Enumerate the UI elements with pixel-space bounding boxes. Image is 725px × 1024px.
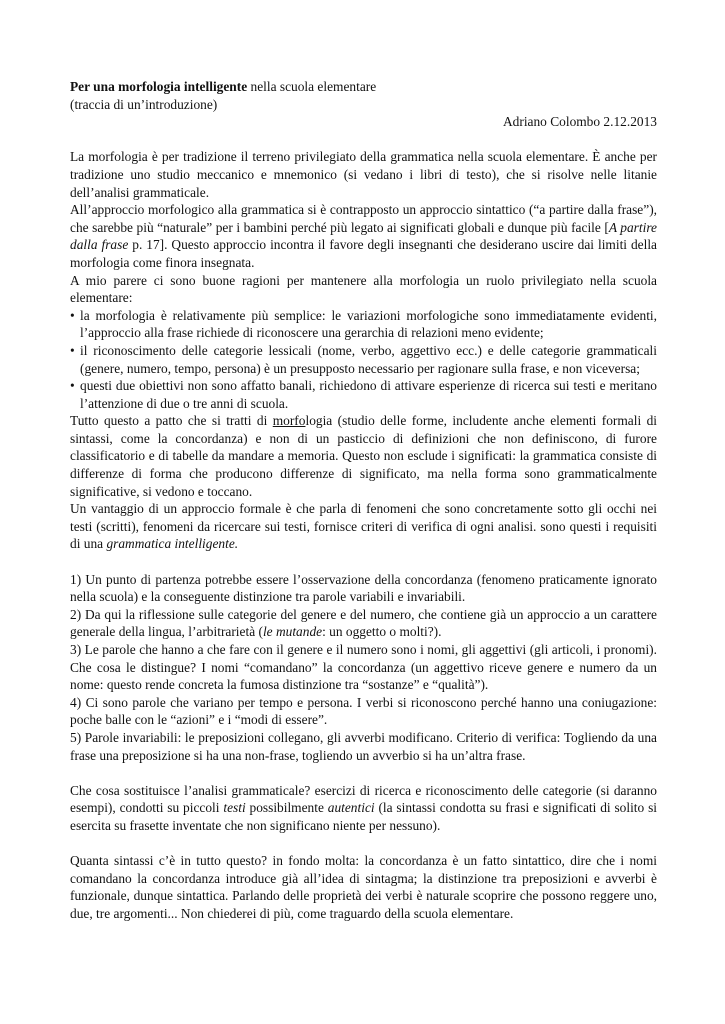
spacer <box>70 553 657 571</box>
italic-text: grammatica intelligente. <box>106 536 239 552</box>
text-span: : un oggetto o molti?). <box>322 624 442 640</box>
title-rest: nella scuola elementare <box>247 79 377 94</box>
author-date: Adriano Colombo 2.12.2013 <box>503 114 657 130</box>
document-subtitle: (traccia di un’introduzione) <box>70 96 218 112</box>
text-span: Tutto questo a patto che si tratti di <box>70 413 273 429</box>
paragraph-replacement <box>70 782 657 835</box>
citation-italic: A partire dalla frase <box>70 219 657 253</box>
title-bold: Per una morfologia intelligente <box>70 79 248 94</box>
text-span: (la sintassi condotta su frasi e significati di solito si esercita su frasette inventate che non significano niente per nessuno). <box>70 800 657 833</box>
spacer <box>70 764 657 782</box>
text-span: p. 17]. Questo approccio incontra il favore degli insegnanti che desiderano uscire dai limiti della morfologia come finora insegnata. <box>70 237 658 270</box>
paragraph-advantage <box>70 500 657 553</box>
list-item-text: il riconoscimento delle categorie lessicali (nome, verbo, aggettivo ecc.) e delle categorie grammaticali (genere, numero, tempo, persona) è un presupposto necessario per ragionare sulla frase, e non viceversa; <box>80 342 657 376</box>
italic-text: testi <box>223 800 246 816</box>
text-span: Che cosa sostituisce l’analisi grammaticale? esercizi di ricerca e riconoscimento delle categorie (si daranno esempi), condotti su piccoli <box>70 782 657 816</box>
list-item <box>70 307 657 342</box>
paragraph-approach <box>70 201 657 271</box>
list-item <box>70 377 657 412</box>
paragraph-reasons: A mio parere ci sono buone ragioni per mantenere alla morfologia un ruolo privilegiato nella scuola elementare: <box>70 272 657 306</box>
text-span: 2) Da qui la riflessione sulle categorie del genere e del numero, che contiene già un approccio a un carattere generale della lingua, l’arbitrarietà ( <box>70 606 657 640</box>
underlined-text: morfo <box>272 413 306 429</box>
bullet-icon: • <box>70 307 75 323</box>
text-span: possibilmente <box>245 800 328 816</box>
italic-text: autentici <box>327 800 375 816</box>
numbered-item-1: 1) Un punto di partenza potrebbe essere l’osservazione della concordanza (fenomeno praticamente ignorato nella scuola) e la conseguente distinzione tra parole variabili e invariabili. <box>70 571 657 605</box>
list-item-text: questi due obiettivi non sono affatto banali, richiedono di attivare esperienze di ricerca sui testi e meritano l’attenzione di due o tre anni di scuola. <box>80 378 657 411</box>
bullet-icon: • <box>70 378 75 394</box>
paragraph-morphology <box>70 412 657 500</box>
numbered-item-4: 4) Ci sono parole che variano per tempo e persona. I verbi si riconoscono perché hanno una coniugazione: poche balle con le “azioni” e i “modi di essere”. <box>70 694 657 728</box>
numbered-item-3: 3) Le parole che hanno a che fare con il genere e il numero sono i nomi, gli aggettivi (gli articoli, i pronomi). Che cosa le distingue? I nomi “comandano” la concordanza (un aggettivo riceve genere e numero da un nome: questo rende concreta la fumosa distinzione tra “sostanze” e “qualità”). <box>70 642 657 693</box>
paragraph-syntax: Quanta sintassi c’è in tutto questo? in fondo molta: la concordanza è un fatto sintattico, dire che i nomi comandano la concordanza introduce già all’idea di sintagma; la distinzione tra preposizioni e avverbi è funzionale, dunque sintattica. Parlando delle proprietà dei verbi è naturale scoprire che possono reggere uno, due, tre argomenti... Non chiederei di più, come traguardo della scuola elementare. <box>70 853 657 921</box>
document-page <box>70 78 657 923</box>
bullet-icon: • <box>70 342 75 358</box>
numbered-item-2 <box>70 606 657 641</box>
numbered-item-5: 5) Parole invariabili: le preposizioni collegano, gli avverbi modificano. Criterio di verifica: Togliendo da una frase una preposizione si ha una non-frase, togliendo un avverbio si ha un’altra frase. <box>70 729 657 763</box>
text-span: Un vantaggio di un approccio formale è che parla di fenomeni che sono concretamente sotto gli occhi nei testi (scritti), fenomeni da ricercare sui testi, fornisce criteri di verifica di ogni analisi. sono questi i requisiti di una <box>70 501 657 552</box>
paragraph-intro: La morfologia è per tradizione il terreno privilegiato della grammatica nella scuola elementare. È anche per tradizione uno studio meccanico e mnemonico (si vedano i libri di testo), che si risolve nelle litanie dell’analisi grammaticale. <box>70 149 657 200</box>
document-title <box>70 78 657 96</box>
list-item <box>70 342 657 377</box>
list-item-text: la morfologia è relativamente più semplice: le variazioni morfologiche sono immediatamente evidenti, l’approccio alla frase richiede di riconoscere una gerarchia di relazioni meno evidente; <box>80 307 657 341</box>
italic-text: le mutande <box>262 624 323 640</box>
text-span: logia (studio delle forme, includente anche elementi formali di sintassi, come la concordanza) e non di un pasticcio di definizioni che non definiscono, di furore classificatorio e di tabelle da mandare a memoria. Questo non esclude i significati: la grammatica consiste di differenze di forma che producono differenze di significato, ma nella forma sono grammaticalmente significative, si vedono e toccano. <box>70 413 657 499</box>
spacer <box>70 835 657 853</box>
text-span: All’approccio morfologico alla grammatica si è contrapposto un approccio sintattico (“a partire dalla frase”), che sarebbe più “naturale” per i bambini perché più legato ai significati globali e dunque più facile [ <box>70 202 657 235</box>
